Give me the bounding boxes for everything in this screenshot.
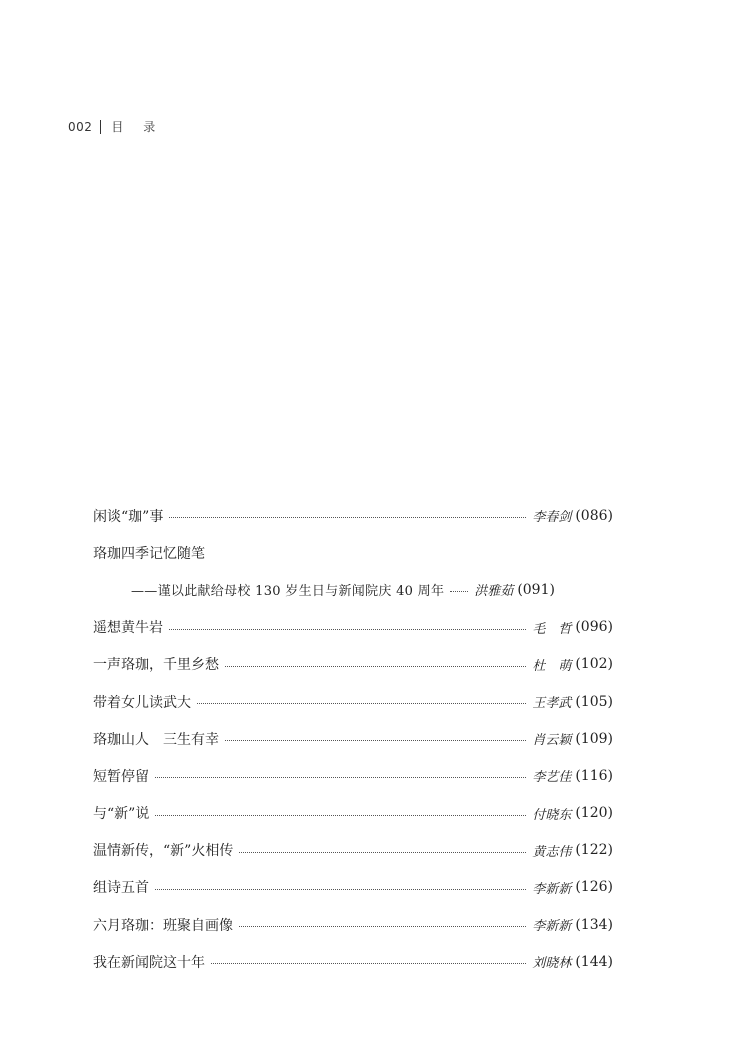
toc-entry-author: 李新新 [532, 919, 572, 935]
dot-leader [169, 629, 526, 630]
toc-entry-page: (126) [575, 879, 613, 896]
toc-entry-title: ——谨以此献给母校 130 岁生日与新闻院庆 40 周年 [131, 584, 445, 600]
dot-leader [239, 926, 526, 927]
dot-leader [155, 889, 526, 890]
dot-leader [239, 852, 526, 853]
toc-entry-page: (116) [575, 767, 613, 784]
toc-entry-title: 组诗五首 [93, 880, 149, 897]
toc-entry-page: (091) [517, 581, 555, 598]
toc-entry-title: 带着女儿读武大 [93, 694, 191, 711]
toc-entry-title: 短暂停留 [93, 768, 149, 785]
toc-entry[interactable] [93, 757, 613, 794]
dot-leader [169, 517, 526, 518]
dot-leader [197, 703, 526, 704]
toc-entry-author: 黄志伟 [532, 844, 572, 860]
header-separator [100, 120, 101, 134]
toc-entry[interactable] [93, 683, 613, 720]
toc-entry-author: 毛 哲 [532, 621, 572, 637]
toc-entry-page: (134) [575, 916, 613, 933]
toc-entry-title: 遥想黄牛岩 [93, 620, 163, 637]
toc-entry[interactable] [93, 943, 613, 980]
toc-entry-title: 珞珈四季记忆随笔 [93, 545, 205, 562]
toc-entry-page: (086) [575, 507, 613, 524]
toc-entry-title: 与“新”说 [93, 806, 150, 823]
toc-entry-author: 李新新 [532, 881, 572, 897]
toc-entry-page: (120) [575, 805, 613, 822]
toc-entry-page: (096) [575, 619, 613, 636]
toc-entry-title: 温情新传，“新”火相传 [93, 843, 234, 860]
dot-leader [450, 591, 468, 592]
table-of-contents [93, 497, 613, 980]
dot-leader [155, 777, 526, 778]
toc-entry-title: 六月珞珈：班聚自画像 [93, 917, 233, 934]
toc-entry-title: 闲谈“珈”事 [93, 508, 164, 525]
dot-leader [225, 740, 526, 741]
toc-entry[interactable] [93, 906, 613, 943]
toc-entry-title: 珞珈山人 三生有幸 [93, 731, 219, 748]
toc-entry[interactable] [93, 720, 613, 757]
toc-entry[interactable] [93, 832, 613, 869]
toc-entry-subtitle[interactable] [93, 571, 613, 608]
toc-entry-author: 洪雅茹 [474, 584, 514, 600]
toc-entry-title: 一声珞珈，千里乡愁 [93, 657, 219, 674]
dot-leader [211, 963, 526, 964]
toc-entry[interactable] [93, 609, 613, 646]
toc-entry-author: 李艺佳 [532, 770, 572, 786]
toc-entry-page: (105) [575, 693, 613, 710]
toc-entry-page: (109) [575, 730, 613, 747]
toc-entry-title: 我在新闻院这十年 [93, 954, 205, 971]
toc-entry[interactable] [93, 795, 613, 832]
toc-entry-page: (122) [575, 842, 613, 859]
header-title: 目 录 [111, 120, 164, 134]
toc-entry[interactable] [93, 869, 613, 906]
toc-entry-author: 王孝武 [532, 696, 572, 712]
toc-entry-author: 刘晓林 [532, 956, 572, 972]
dot-leader [155, 815, 526, 816]
toc-entry[interactable] [93, 497, 613, 534]
toc-entry-page: (102) [575, 656, 613, 673]
toc-entry-page: (144) [575, 953, 613, 970]
toc-entry-author: 付晓东 [532, 807, 572, 823]
page-number: 002 [68, 119, 93, 134]
toc-entry[interactable] [93, 534, 613, 571]
running-header [68, 118, 163, 135]
toc-entry-author: 肖云颖 [532, 733, 572, 749]
toc-entry-author: 杜 萌 [532, 658, 572, 674]
toc-entry-author: 李春剑 [532, 510, 572, 526]
dot-leader [225, 666, 526, 667]
toc-entry[interactable] [93, 646, 613, 683]
